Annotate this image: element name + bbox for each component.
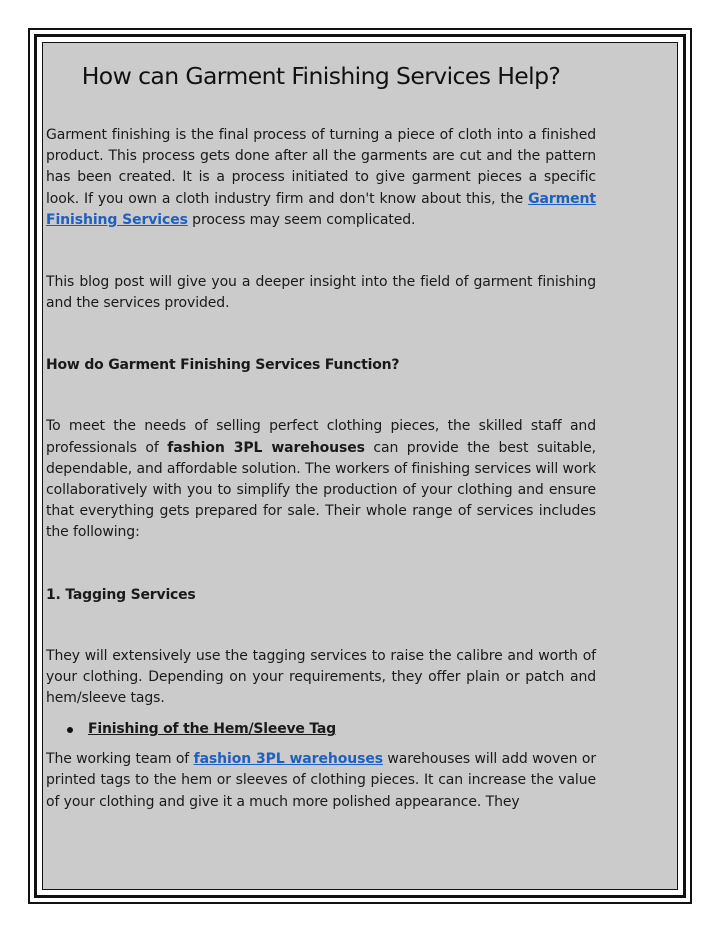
bullet-list: [46, 719, 596, 740]
fashion-3pl-warehouses-link[interactable]: fashion 3PL warehouses: [193, 751, 383, 768]
fashion-3pl-bold-text: fashion 3PL warehouses: [167, 439, 365, 456]
intro-text-start: Garment finishing is the final process of turning a piece of cloth into a finished product. This process gets done after all the garments are cut and the pattern has been created. It is a process initiated to give garment pieces a specific look. If you own a cloth industry firm and don't know about this, the: [46, 127, 596, 207]
function-paragraph: [46, 416, 596, 543]
hem-text-start: The working team of: [46, 751, 194, 768]
document-content: [46, 60, 596, 813]
intro-text-end: process may seem complicated.: [187, 211, 416, 228]
bullet-item-label: Finishing of the Hem/Sleeve Tag: [88, 721, 336, 738]
intro-paragraph: [46, 125, 596, 231]
section-heading: How do Garment Finishing Services Function?: [46, 357, 400, 374]
tagging-heading: 1. Tagging Services: [46, 586, 196, 603]
document-title: How can Garment Finishing Services Help?: [81, 62, 561, 90]
bullet-item: [88, 719, 596, 740]
garment-finishing-services-link[interactable]: Garment Finishing Services: [46, 190, 596, 228]
tagging-paragraph: They will extensively use the tagging services to raise the calibre and worth of your clothing. Depending on your requirements, they offer plain or patch and hem/sleeve tags.: [46, 647, 596, 707]
bullet-dot-icon: [67, 727, 73, 733]
hem-text-end: warehouses will add woven or printed tags to the hem or sleeves of clothing pieces. It can increase the value of your clothing and give it a much more polished appearance. They: [46, 751, 596, 810]
function-text-end: can provide the best suitable, dependable, and affordable solution. The workers of finishing services will work collaboratively with you to simplify the production of your clothing and ensure that everything gets prepared for sale. Their whole range of services includes the following:: [46, 439, 596, 541]
hem-paragraph: [46, 749, 596, 813]
function-text-start: To meet the needs of selling perfect clothing pieces, the skilled staff and professionals of: [46, 418, 596, 456]
insight-paragraph: This blog post will give you a deeper insight into the field of garment finishing and the services provided.: [46, 274, 596, 312]
